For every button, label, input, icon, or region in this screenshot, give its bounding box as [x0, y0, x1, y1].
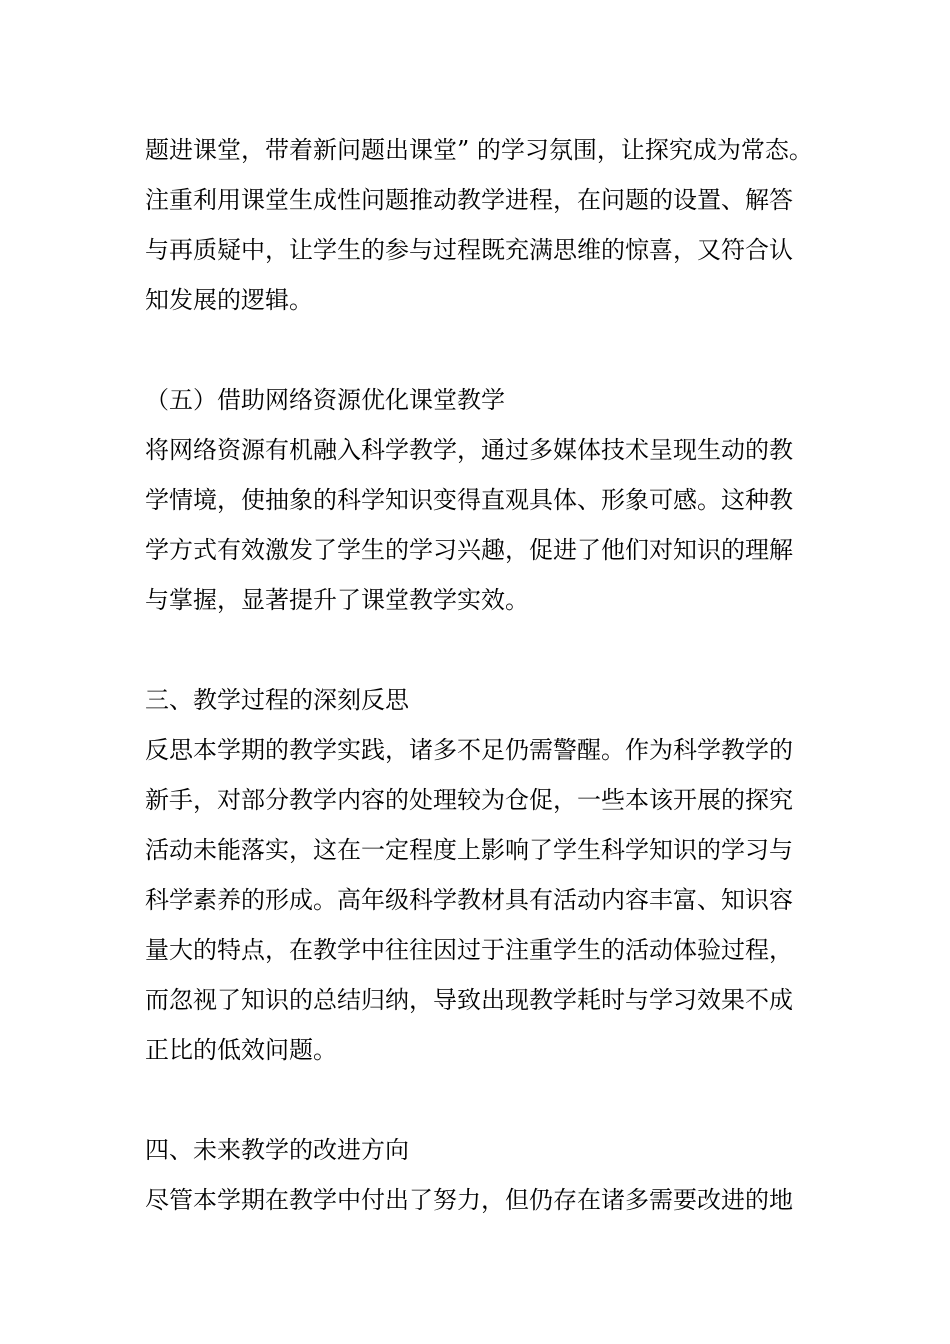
- paragraph-line: 学情境，使抽象的科学知识变得直观具体、形象可感。这种教: [145, 486, 793, 514]
- paragraph-line: 题进课堂，带着新问题出课堂” 的学习氛围，让探究成为常态。: [145, 136, 813, 164]
- paragraph-line: 学方式有效激发了学生的学习兴趣，促进了他们对知识的理解: [145, 536, 793, 564]
- paragraph-line: 量大的特点，在教学中往往因过于注重学生的活动体验过程，: [145, 936, 793, 964]
- paragraph-line: 活动未能落实，这在一定程度上影响了学生科学知识的学习与: [145, 836, 793, 864]
- section-heading: 三、教学过程的深刻反思: [145, 686, 409, 714]
- paragraph-line: 知发展的逻辑。: [145, 286, 313, 314]
- paragraph-line: 科学素养的形成。高年级科学教材具有活动内容丰富、知识容: [145, 886, 793, 914]
- paragraph-line: 将网络资源有机融入科学教学，通过多媒体技术呈现生动的教: [145, 436, 793, 464]
- paragraph-line: 而忽视了知识的总结归纳，导致出现教学耗时与学习效果不成: [145, 986, 793, 1014]
- paragraph-line: 尽管本学期在教学中付出了努力，但仍存在诸多需要改进的地: [145, 1186, 793, 1214]
- section-heading: 四、未来教学的改进方向: [145, 1136, 409, 1164]
- paragraph-line: 与再质疑中，让学生的参与过程既充满思维的惊喜，又符合认: [145, 236, 793, 264]
- paragraph-line: 与掌握，显著提升了课堂教学实效。: [145, 586, 529, 614]
- paragraph-line: 新手，对部分教学内容的处理较为仓促，一些本该开展的探究: [145, 786, 793, 814]
- paragraph-line: 正比的低效问题。: [145, 1036, 337, 1064]
- paragraph-line: 注重利用课堂生成性问题推动教学进程，在问题的设置、解答: [145, 186, 793, 214]
- section-heading: （五）借助网络资源优化课堂教学: [145, 386, 505, 414]
- paragraph-line: 反思本学期的教学实践，诸多不足仍需警醒。作为科学教学的: [145, 736, 793, 764]
